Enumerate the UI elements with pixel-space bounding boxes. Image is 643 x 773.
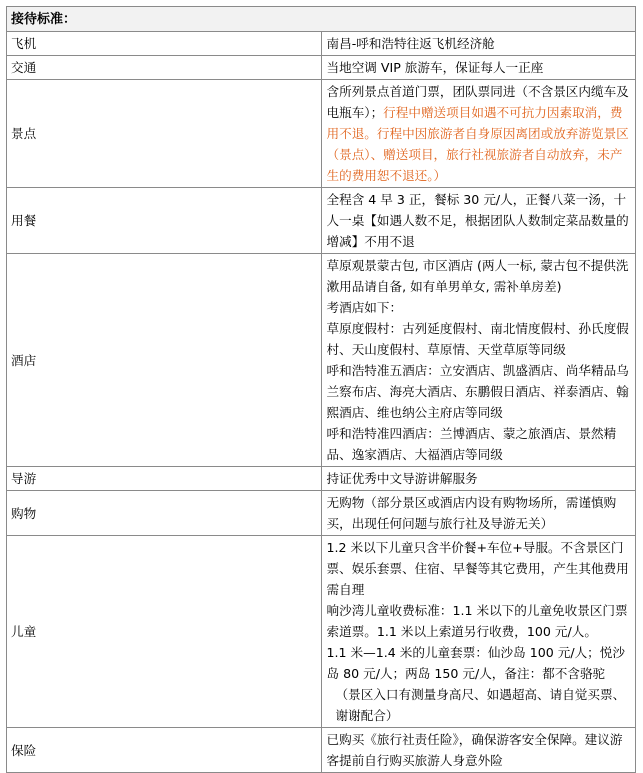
row-label-transport: 交通 (7, 56, 322, 80)
row-hotel (7, 254, 636, 467)
row-label-shopping: 购物 (7, 491, 322, 536)
sights-text: 含所列景点首道门票，团队票同进（不含景区内缆车及电瓶车）； (326, 84, 629, 120)
hotel-line-4: 呼和浩特准五酒店：立安酒店、凯盛酒店、尚华精品乌兰察布店、海亮大酒店、东鹏假日酒店、祥泰酒店、翰熙酒店、维也纳公主府店等同级 (326, 363, 629, 420)
row-label-children: 儿童 (7, 536, 322, 728)
table-title: 接待标准： (7, 7, 636, 32)
row-meals (7, 188, 636, 254)
children-line-2: 响沙湾儿童收费标准：1.1 米以下的儿童免收景区门票索道票。1.1 米以上索道另行收费，100 元/人。 (326, 603, 628, 639)
row-content-insurance: 已购买《旅行社责任险》，确保游客安全保障。建议游客提前自行购买旅游人身意外险 (321, 728, 636, 773)
row-guide (7, 467, 636, 491)
row-label-guide: 导游 (7, 467, 322, 491)
row-label-meals: 用餐 (7, 188, 322, 254)
row-content-transport: 当地空调 VIP 旅游车，保证每人一正座 (321, 56, 636, 80)
row-content-meals: 全程含 4 早 3 正，餐标 30 元/人，正餐八菜一汤，十人一桌【如遇人数不足，根据团队人数制定菜品数量的增减】不用不退 (321, 188, 636, 254)
hotel-line-3: 草原度假村：古列延度假村、南北情度假村、孙氏度假村、天山度假村、草原情、天堂草原等同级 (326, 321, 629, 357)
children-line-1: 1.2 米以下儿童只含半价餐+车位+导服。不含景区门票、娱乐套票、住宿、早餐等其它费用，产生其他费用需自理 (326, 540, 629, 597)
children-line-3: 1.1 米—1.4 米的儿童套票：仙沙岛 100 元/人；悦沙岛 80 元/人；两岛 150 元/人，备注：都不含骆驼 (326, 645, 625, 681)
row-transport (7, 56, 636, 80)
row-shopping (7, 491, 636, 536)
row-label-flight: 飞机 (7, 32, 322, 56)
row-sights (7, 80, 636, 188)
row-flight (7, 32, 636, 56)
hotel-line-1: 草原观景蒙古包, 市区酒店 (两人一标, 蒙古包不提供洗漱用品请自备, 如有单男单女, 需补单房差) (326, 258, 629, 294)
reception-standards-table (6, 6, 636, 773)
row-content-flight: 南昌-呼和浩特往返飞机经济舱 (321, 32, 636, 56)
row-label-sights: 景点 (7, 80, 322, 188)
row-content-shopping: 无购物（部分景区或酒店内设有购物场所，需谨慎购买，出现任何问题与旅行社及导游无关） (321, 491, 636, 536)
row-label-insurance: 保险 (7, 728, 322, 773)
row-content-hotel (321, 254, 636, 467)
table-header-row (7, 7, 636, 32)
row-children (7, 536, 636, 728)
children-line-4: （景区入口有测量身高尺、如遇超高、请自觉买票、谢谢配合） (335, 687, 626, 723)
hotel-line-5: 呼和浩特准四酒店：兰博酒店、蒙之旅酒店、景然精品、逸家酒店、大福酒店等同级 (326, 426, 617, 462)
row-content-children (321, 536, 636, 728)
hotel-line-2: 考酒店如下： (326, 300, 403, 315)
row-content-guide: 持证优秀中文导游讲解服务 (321, 467, 636, 491)
row-insurance (7, 728, 636, 773)
row-content-sights (321, 80, 636, 188)
sights-orange-note: 行程中赠送项目如遇不可抗力因素取消，费用不退。行程中因旅游者自身原因离团或放弃游览景区（景点）、赠送项目，旅行社视旅游者自动放弃，未产生的费用恕不退还。） (326, 105, 629, 183)
row-label-hotel: 酒店 (7, 254, 322, 467)
